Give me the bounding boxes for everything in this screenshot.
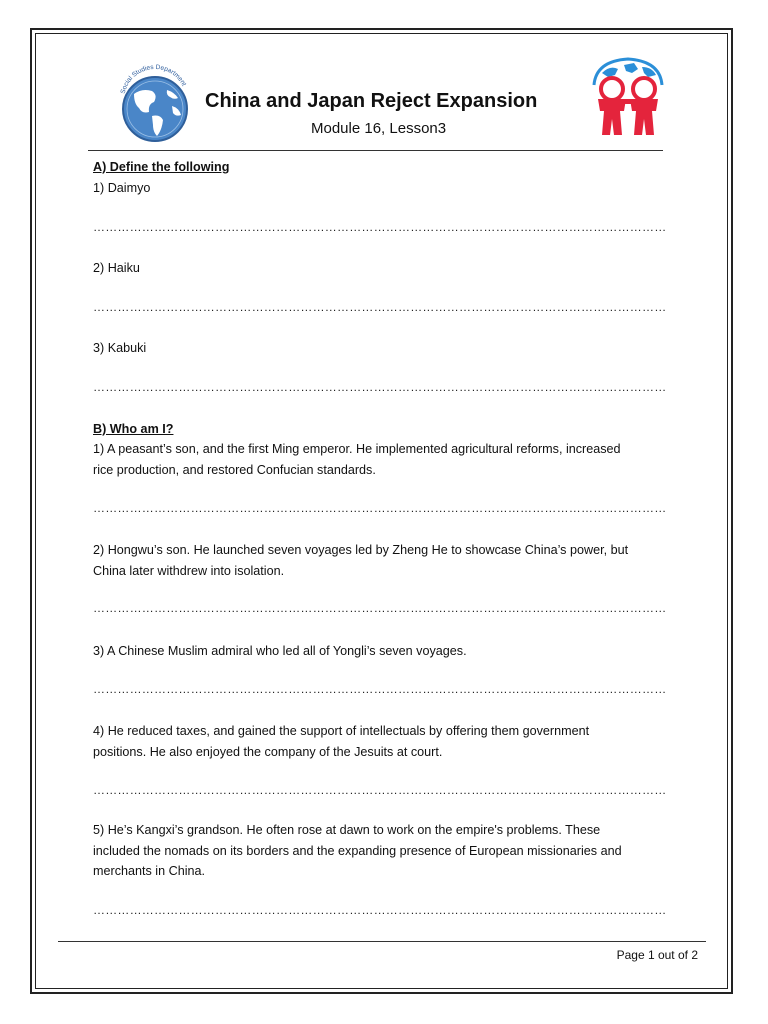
answer-line-b1[interactable]: …………………………………………………………………………………………………………………………… — [93, 501, 667, 515]
footer-divider — [58, 941, 706, 942]
answer-line-b5[interactable]: …………………………………………………………………………………………………………………………… — [93, 903, 667, 917]
who-item-4-line-2: positions. He also enjoyed the company of the Jesuits at court. — [93, 745, 443, 759]
answer-line-b4[interactable]: …………………………………………………………………………………………………………………………… — [93, 783, 667, 797]
who-item-5-line-1: 5) He’s Kangxi’s grandson. He often rose at dawn to work on the empire's problems. These — [93, 823, 601, 837]
who-item-3-line-1: 3) A Chinese Muslim admiral who led all of Yongli’s seven voyages. — [93, 644, 467, 658]
section-b-heading: B) Who am I? — [93, 422, 174, 436]
who-item-2-line-1: 2) Hongwu’s son. He launched seven voyages led by Zheng He to showcase China’s power, but — [93, 543, 629, 557]
answer-line-a1[interactable]: …………………………………………………………………………………………………………………………… — [93, 220, 667, 234]
answer-line-a2[interactable]: …………………………………………………………………………………………………………………………… — [93, 300, 667, 314]
who-item-1-line-1: 1) A peasant’s son, and the first Ming emperor. He implemented agricultural reforms, increased — [93, 442, 621, 456]
answer-line-a3[interactable]: …………………………………………………………………………………………………………………………… — [93, 380, 667, 394]
define-item-haiku: 2) Haiku — [93, 261, 140, 275]
header-divider — [88, 150, 663, 151]
answer-line-b2[interactable]: …………………………………………………………………………………………………………………………… — [93, 601, 667, 615]
who-item-1-line-2: rice production, and restored Confucian standards. — [93, 463, 376, 477]
page-subtitle: Module 16, Lesson3 — [311, 120, 447, 137]
who-item-5-line-3: merchants in China. — [93, 864, 205, 878]
who-item-4-line-1: 4) He reduced taxes, and gained the support of intellectuals by offering them government — [93, 724, 590, 738]
answer-line-b3[interactable]: …………………………………………………………………………………………………………………………… — [93, 682, 667, 696]
define-item-daimyo: 1) Daimyo — [93, 181, 151, 195]
define-item-kabuki: 3) Kabuki — [93, 341, 147, 355]
who-item-2-line-2: China later withdrew into isolation. — [93, 564, 285, 578]
logo-arc-text: Social Studies Department — [119, 63, 188, 95]
page-title: China and Japan Reject Expansion — [205, 90, 538, 112]
page-number: Page 1 out of 2 — [616, 948, 698, 962]
section-a-heading: A) Define the following — [93, 160, 230, 174]
who-item-5-line-2: included the nomads on its borders and the expanding presence of European missionaries and — [93, 844, 622, 858]
